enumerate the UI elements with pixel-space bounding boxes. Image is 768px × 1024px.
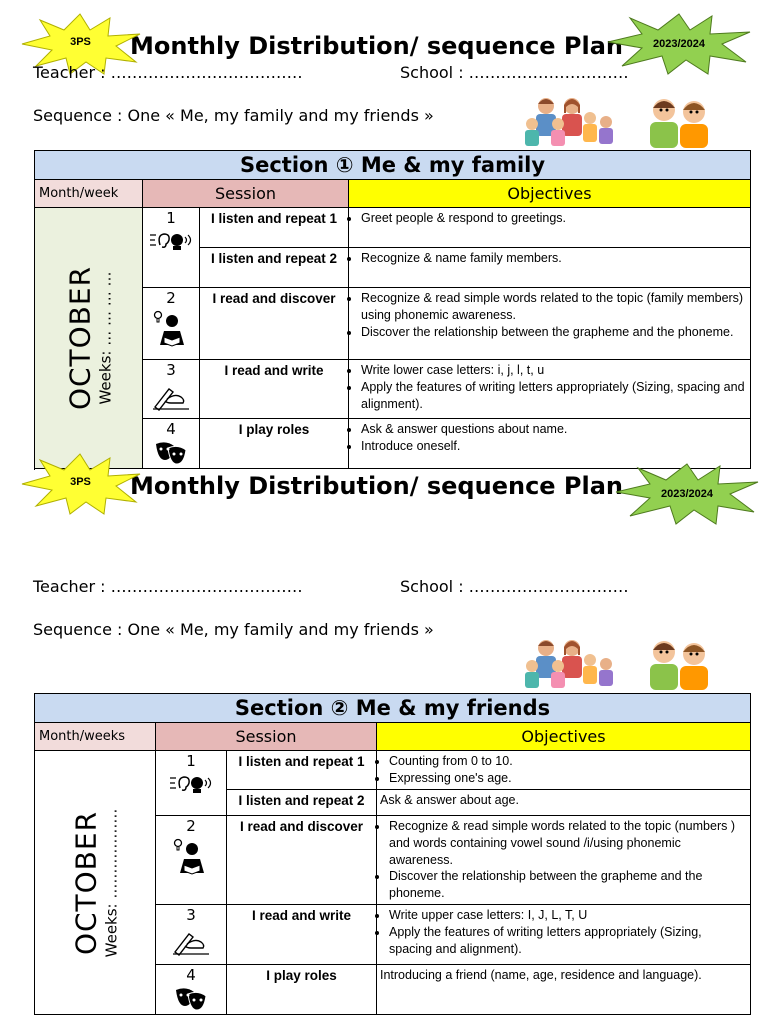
session-name: I read and write [227,905,377,965]
reader-icon [172,837,210,875]
sheet2-title: Monthly Distribution/ sequence Plan [130,472,624,500]
sequence-line: Sequence : One « Me, my family and my friends » [33,106,434,125]
weeks-label: Weeks: ……………… [102,808,121,957]
lesson-4-cell [156,965,227,1015]
objectives-cell: • Recognize & read simple words related to the topic (numbers ) and words containing vowel sound /i/using phonemic awareness. • Discover the relationship between the grapheme and the phoneme. [377,815,751,904]
theatre-masks-icon [154,440,188,464]
plan-table-1 [34,150,751,469]
month-label: OCTOBER [69,810,103,955]
section-2-number: ② [330,696,349,720]
reader-icon [152,309,190,347]
lesson-number: 4 [186,966,196,985]
writing-hand-icon [171,926,211,956]
lesson-2-cell [143,288,200,360]
level-badge-text: 3PS [70,36,91,48]
family-clipart [520,638,630,692]
lesson-4-cell [143,419,200,469]
objectives-cell: • Write lower case letters: i, j, l, t, u • Apply the features of writing letters appropriately (Sizing, spacing and alignment). [349,360,751,419]
session-name: I listen and repeat 1 [227,751,377,790]
lesson-number: 1 [186,752,196,770]
friends-clipart [642,96,716,150]
sheet1-title: Monthly Distribution/ sequence Plan [130,32,624,60]
objectives-cell: Introducing a friend (name, age, residence and language). [377,965,751,1015]
year-badge-text: 2023/2024 [653,38,705,50]
section-2-name: Me & my friends [355,696,551,720]
objectives-header: Objectives [349,180,751,208]
objectives-cell: Ask & answer about age. [377,789,751,815]
lesson-number: 4 [166,420,176,438]
lesson-3-cell [156,905,227,965]
lesson-1-cell [156,751,227,816]
objectives-cell: • Greet people & respond to greetings. [349,208,751,248]
objectives-cell: • Ask & answer questions about name. • Introduce oneself. [349,419,751,469]
weeks-label: Weeks: … … … … [96,271,114,405]
session-name: I read and write [200,360,349,419]
theatre-masks-icon [174,986,208,1010]
section-1-header: Section ① Me & my family [35,151,751,180]
month-week-header: Month/weeks [35,723,156,751]
session-name: I play roles [200,419,349,469]
year-badge [612,462,762,526]
teacher-line: Teacher : ……………………………… [33,63,303,82]
level-badge-text: 3PS [70,476,91,488]
session-name: I listen and repeat 2 [227,789,377,815]
objectives-cell: • Recognize & name family members. [349,248,751,288]
objectives-cell: • Counting from 0 to 10. • Expressing one's age. [377,751,751,790]
family-clipart [520,96,630,150]
section-2-header: Section ② Me & my friends [35,694,751,723]
month-column [35,751,156,1015]
lesson-number: 1 [166,209,176,227]
lesson-number: 3 [166,361,176,379]
school-line: School : ………………………… [400,63,629,82]
session-name: I listen and repeat 2 [200,248,349,288]
writing-hand-icon [151,381,191,411]
month-label: OCTOBER [63,265,96,411]
sequence-line: Sequence : One « Me, my family and my friends » [33,620,434,639]
lesson-number: 2 [186,816,196,835]
plan-table-2 [34,693,751,1015]
objectives-header: Objectives [377,723,751,751]
session-name: I read and discover [200,288,349,360]
objectives-cell: • Write upper case letters: I, J, L, T, U • Apply the features of writing letters appropriately (Sizing, spacing and alignment). [377,905,751,965]
listen-speak-icon [148,229,194,251]
objectives-cell: • Recognize & read simple words related to the topic (family members) using phonemic awareness. • Discover the relationship between the grapheme and the phoneme. [349,288,751,360]
session-name: I listen and repeat 1 [200,208,349,248]
listen-speak-icon [168,772,214,794]
lesson-2-cell [156,815,227,904]
session-name: I read and discover [227,815,377,904]
month-week-header: Month/week [35,180,143,208]
section-1-number: ① [335,153,354,177]
lesson-number: 2 [166,289,176,307]
level-badge [18,452,143,516]
year-badge-text: 2023/2024 [661,488,713,500]
lesson-number: 3 [186,906,196,925]
teacher-line: Teacher : ……………………………… [33,577,303,596]
lesson-3-cell [143,360,200,419]
session-header: Session [156,723,377,751]
session-header: Session [143,180,349,208]
section-1-name: Me & my family [360,153,546,177]
month-column [35,208,143,469]
friends-clipart [642,638,716,692]
lesson-1-cell [143,208,200,288]
school-line: School : ………………………… [400,577,629,596]
session-name: I play roles [227,965,377,1015]
